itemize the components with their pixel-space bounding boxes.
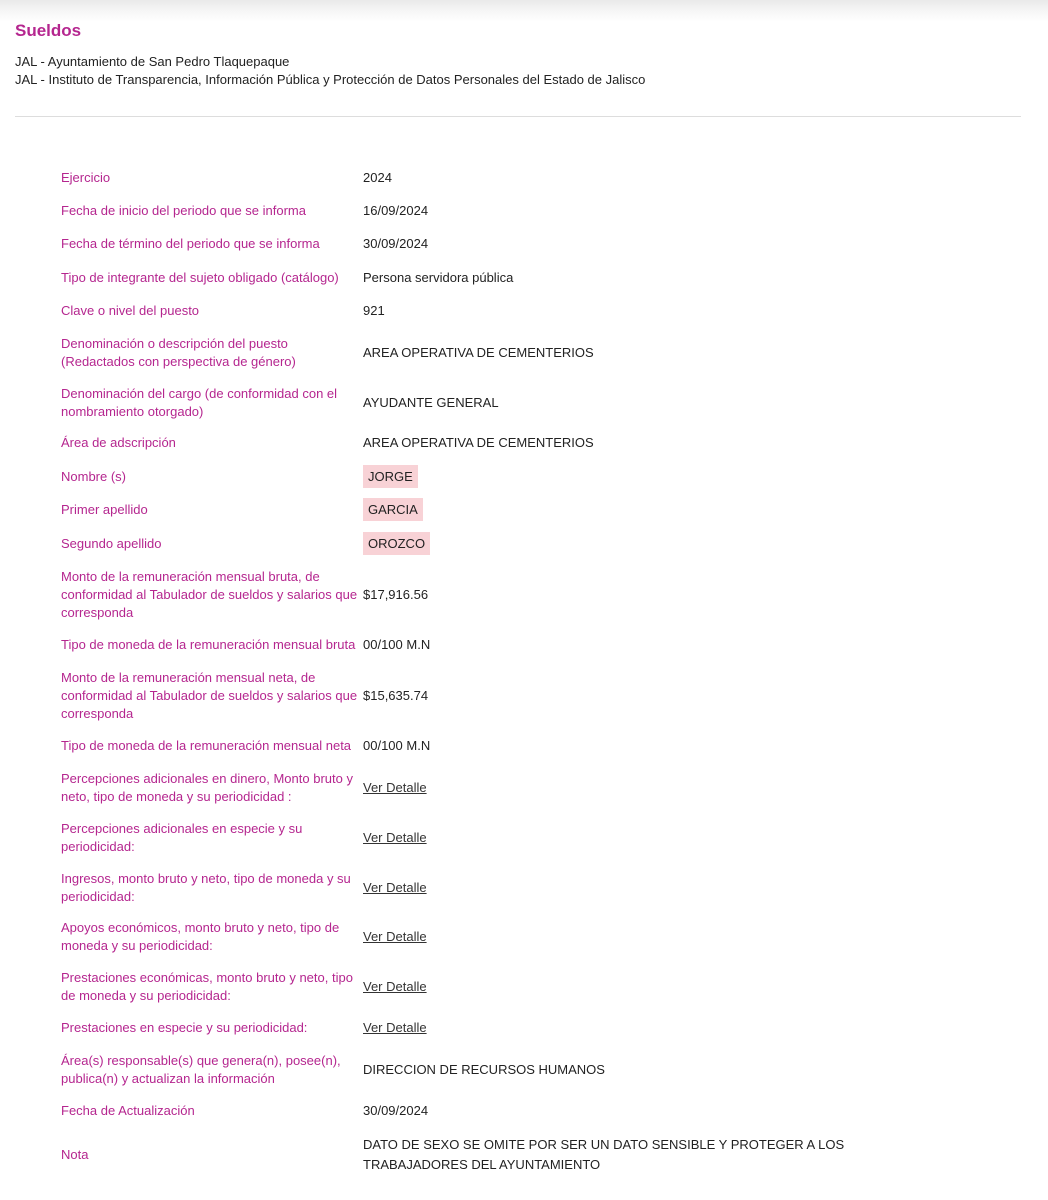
field-row-clave-puesto [61, 301, 961, 321]
ver-detalle-link[interactable]: Ver Detalle [363, 979, 427, 994]
field-label: Tipo de moneda de la remuneración mensual neta [61, 738, 352, 753]
highlighted-name: GARCIA [363, 498, 423, 521]
field-row-area-adscripcion [61, 433, 961, 453]
field-value [363, 879, 961, 897]
field-value: 00/100 M.N [363, 738, 431, 753]
field-value [363, 978, 961, 996]
field-label: Área(s) responsable(s) que genera(n), posee(n), publica(n) y actualizan la información [61, 1053, 341, 1086]
field-row-ingresos [61, 869, 961, 907]
field-label: Ejercicio [61, 170, 111, 185]
ver-detalle-link[interactable]: Ver Detalle [363, 780, 427, 795]
field-label: Percepciones adicionales en dinero, Monto bruto y neto, tipo de moneda y su periodicidad : [61, 771, 353, 804]
field-label: Fecha de inicio del periodo que se informa [61, 203, 306, 218]
field-label: Ingresos, monto bruto y neto, tipo de moneda y su periodicidad: [61, 871, 351, 904]
field-label: Percepciones adicionales en especie y su periodicidad: [61, 821, 303, 854]
field-label: Denominación del cargo (de conformidad con el nombramiento otorgado) [61, 386, 338, 419]
header-divider [15, 116, 1021, 117]
field-value: DATO DE SEXO SE OMITE POR SER UN DATO SENSIBLE Y PROTEGER A LOS TRABAJADORES DEL AYUNTAMIENTO [363, 1137, 845, 1172]
field-label: Nombre (s) [61, 469, 127, 484]
field-value [363, 1019, 961, 1037]
field-value [363, 829, 961, 847]
field-label: Fecha de término del periodo que se informa [61, 236, 320, 251]
field-label: Fecha de Actualización [61, 1103, 195, 1118]
field-value: 30/09/2024 [363, 1103, 429, 1118]
organization-list [15, 53, 1020, 89]
field-label: Denominación o descripción del puesto (Redactados con perspectiva de género) [61, 336, 296, 369]
ver-detalle-link[interactable]: Ver Detalle [363, 1020, 427, 1035]
field-row-moneda-bruta [61, 635, 961, 655]
field-value: AYUDANTE GENERAL [363, 395, 499, 410]
field-label: Segundo apellido [61, 536, 162, 551]
ver-detalle-link[interactable]: Ver Detalle [363, 880, 427, 895]
field-label: Área de adscripción [61, 435, 176, 450]
field-label: Monto de la remuneración mensual neta, de conformidad al Tabulador de sueldos y salarios que corresponda [61, 670, 358, 721]
field-value: 30/09/2024 [363, 236, 429, 251]
field-row-nota [61, 1134, 961, 1176]
field-row-area-responsable [61, 1051, 961, 1089]
field-value: AREA OPERATIVA DE CEMENTERIOS [363, 435, 594, 450]
ver-detalle-link[interactable]: Ver Detalle [363, 830, 427, 845]
field-row-denominacion-puesto [61, 334, 961, 372]
field-value: Persona servidora pública [363, 270, 514, 285]
field-label: Prestaciones económicas, monto bruto y neto, tipo de moneda y su periodicidad: [61, 970, 353, 1003]
field-row-nombre [61, 466, 961, 488]
field-label: Apoyos económicos, monto bruto y neto, tipo de moneda y su periodicidad: [61, 920, 340, 953]
field-label: Tipo de moneda de la remuneración mensual bruta [61, 637, 356, 652]
field-row-percepciones-dinero [61, 769, 961, 807]
field-value: 2024 [363, 170, 392, 185]
field-row-fecha-termino [61, 234, 961, 254]
top-bar-shadow [0, 0, 1048, 22]
field-row-prestaciones-especie [61, 1018, 961, 1038]
page-header [15, 20, 1020, 89]
field-value [363, 779, 961, 797]
field-row-prestaciones-economicas [61, 968, 961, 1006]
field-row-ejercicio [61, 168, 961, 188]
field-value [363, 928, 961, 946]
highlighted-name: OROZCO [363, 532, 430, 555]
field-value: AREA OPERATIVA DE CEMENTERIOS [363, 345, 594, 360]
field-value [363, 468, 961, 486]
field-row-apoyos-economicos [61, 918, 961, 956]
field-value: $17,916.56 [363, 587, 429, 602]
field-row-percepciones-especie [61, 819, 961, 857]
field-row-primer-apellido [61, 499, 961, 521]
field-row-tipo-integrante [61, 268, 961, 288]
field-row-segundo-apellido [61, 533, 961, 555]
field-row-moneda-neta [61, 736, 961, 756]
ver-detalle-link[interactable]: Ver Detalle [363, 929, 427, 944]
field-label: Nota [61, 1147, 89, 1162]
field-value: 16/09/2024 [363, 203, 429, 218]
organization-name: JAL - Instituto de Transparencia, Información Pública y Protección de Datos Personales del Estado de Jalisco [15, 72, 646, 87]
organization-name: JAL - Ayuntamiento de San Pedro Tlaquepaque [15, 54, 290, 69]
field-row-fecha-actualizacion [61, 1101, 961, 1121]
field-value: $15,635.74 [363, 688, 429, 703]
field-row-monto-neto [61, 668, 961, 724]
field-row-fecha-inicio [61, 201, 961, 221]
field-value: 921 [363, 303, 385, 318]
field-value [363, 535, 961, 553]
page-title: Sueldos [15, 21, 82, 40]
field-label: Monto de la remuneración mensual bruta, de conformidad al Tabulador de sueldos y salarios que corresponda [61, 569, 358, 620]
field-row-denominacion-cargo [61, 384, 961, 422]
field-row-monto-bruto [61, 567, 961, 623]
field-label: Primer apellido [61, 502, 148, 517]
field-label: Prestaciones en especie y su periodicidad: [61, 1020, 308, 1035]
field-label: Tipo de integrante del sujeto obligado (catálogo) [61, 270, 339, 285]
field-value: DIRECCION DE RECURSOS HUMANOS [363, 1062, 605, 1077]
field-value: 00/100 M.N [363, 637, 431, 652]
highlighted-name: JORGE [363, 465, 418, 488]
field-label: Clave o nivel del puesto [61, 303, 200, 318]
field-value [363, 501, 961, 519]
